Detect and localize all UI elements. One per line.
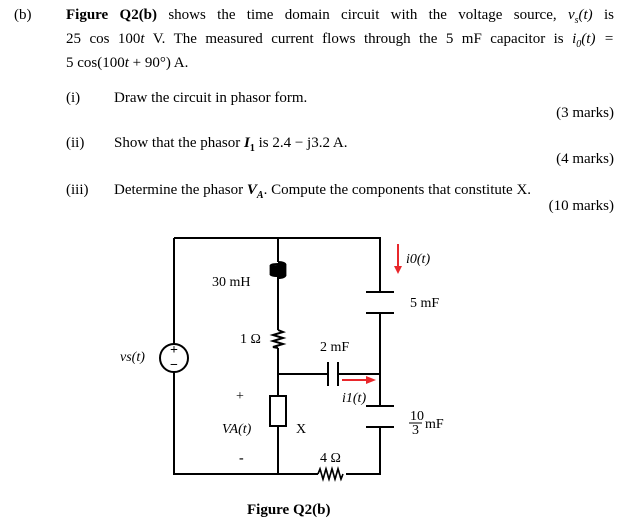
capacitor-5mf-label: 5 mF	[410, 296, 440, 311]
source-plus: +	[170, 343, 178, 358]
component-x-box	[270, 396, 286, 426]
resistor-1ohm-label: 1 Ω	[240, 332, 261, 347]
i0-label: i0(t)	[406, 252, 431, 267]
resistor-4ohm-label: 4 Ω	[320, 451, 341, 466]
va-label: VA(t)	[222, 422, 252, 437]
source-minus: −	[170, 358, 178, 373]
i1-arrowhead	[366, 376, 376, 384]
part-ii-marks: (4 marks)	[556, 151, 614, 167]
resistor-1ohm	[273, 330, 283, 348]
question-label: (b)	[14, 7, 32, 23]
part-i-text: Draw the circuit in phasor form.	[114, 90, 308, 106]
capacitor-10-3mf-denominator: 3	[412, 423, 419, 438]
component-x-label: X	[296, 422, 307, 437]
part-ii-number: (ii)	[66, 135, 85, 151]
figure-reference: Figure Q2(b)	[66, 7, 158, 23]
capacitor-10-3mf-unit: mF	[425, 417, 444, 432]
inductor	[271, 262, 286, 300]
part-i-marks: (3 marks)	[556, 105, 614, 121]
source-label: vs(t)	[120, 350, 145, 365]
capacitor-10-3mf-numerator: 10	[410, 409, 424, 424]
va-plus: +	[236, 389, 244, 404]
part-i-number: (i)	[66, 90, 81, 106]
capacitor-2mf	[328, 362, 338, 386]
va-minus: -	[239, 451, 244, 466]
capacitor-5mf	[366, 292, 394, 313]
capacitor-2mf-label: 2 mF	[320, 340, 350, 355]
part-iii-marks: (10 marks)	[548, 198, 614, 214]
i0-arrowhead	[394, 266, 402, 274]
part-iii-text: Determine the phasor $V_A$. Compute the components that constitute X.	[114, 182, 532, 201]
part-ii-text: Show that the phasor $I_1$ is 2.4 − j3.2 A.	[114, 135, 348, 154]
figure-caption: Figure Q2(b)	[247, 502, 331, 518]
question-text: Figure Q2(b) shows the time domain circuit with the voltage source, $v_s(t)$ is 25 cos 100t V. The measured current flows through the 5 mF capacitor is $i_0(t)$ = 5 cos(100t + 90°) A.	[66, 7, 615, 71]
part-iii-number: (iii)	[66, 182, 89, 198]
capacitor-10-3mf	[366, 406, 394, 427]
inductor-label: 30 mH	[212, 275, 251, 290]
i1-label: i1(t)	[342, 391, 367, 406]
